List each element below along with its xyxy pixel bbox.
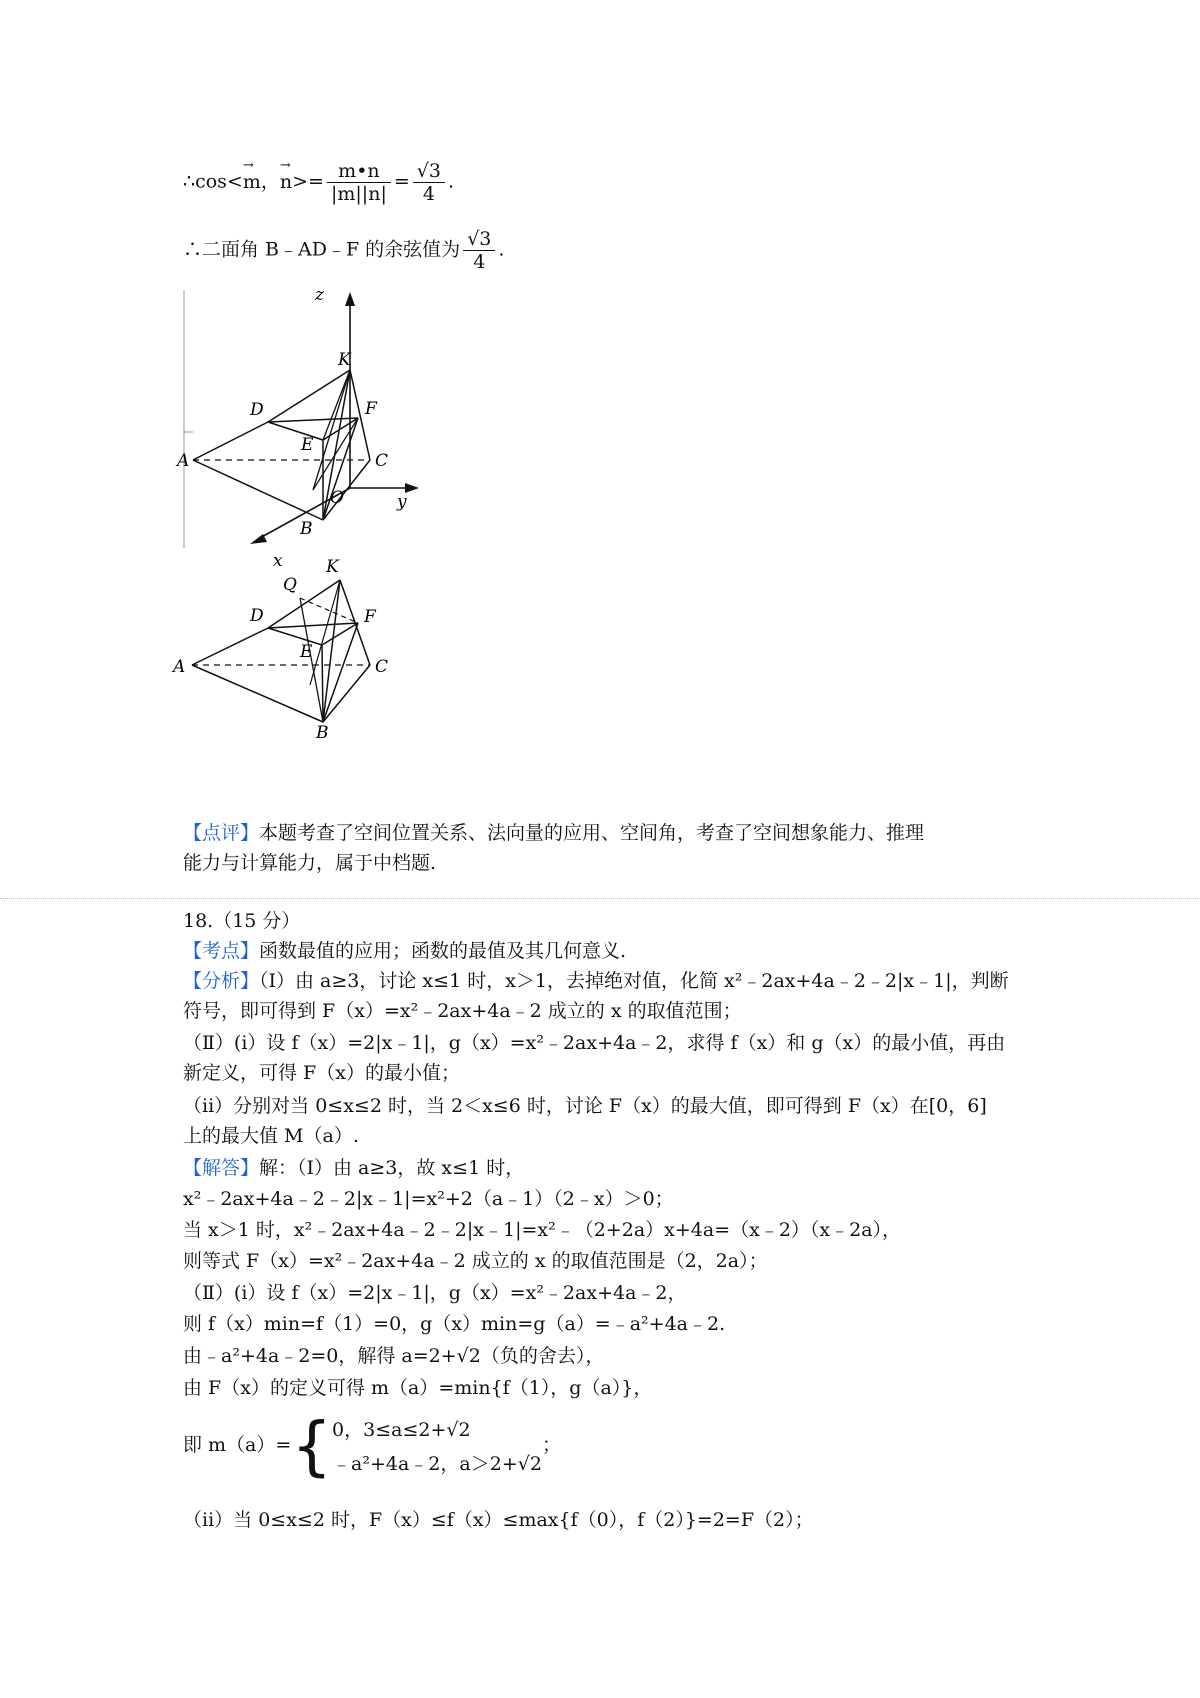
piecewise-brace: { [291,1410,333,1484]
cos-formula-line [183,160,454,205]
jieda-line-10 [183,1507,814,1533]
fig2-label-c: C [375,657,389,677]
dihedral-end: . [498,238,505,261]
page-separator [0,898,1200,899]
jieda-text-6: 则 f（x）min=f（1）=0，g（x）min=g（a）=﹣a²+4a﹣2. [183,1313,726,1335]
cos-prefix: ∴cos< [183,170,243,193]
cos-comma: ， [260,170,280,193]
jieda-text-10: （ii）当 0≤x≤2 时，F（x）≤f（x）≤max{f（0），f（2）}=2=F（2）； [183,1509,814,1531]
jieda-line-5 [183,1280,687,1306]
cos-numerator: m•n [327,160,391,183]
jieda-line-1 [183,1155,524,1181]
jieda-piecewise-prefix: 即 m（a）= [183,1434,292,1456]
dihedral-fraction [463,228,495,273]
vector-m: → m [243,163,261,195]
fig2-label-q: Q [283,575,297,595]
fenxi-text-3: （Ⅱ）(i）设 f（x）=2|x﹣1|，g（x）=x²﹣2ax+4a﹣2，求得 f（x）和 g（x）的最小值，再由 [183,1032,1006,1054]
piecewise-case-1: 0，3≤a≤2+√2 [332,1419,471,1441]
question-number: 18.（15 分） [183,910,301,932]
piecewise-function [291,1410,542,1484]
kaodian-tag: 【考点】 [183,940,260,962]
fig1-label-f: F [365,399,377,419]
fig1-label-e: E [301,435,314,455]
piecewise-line [183,1410,561,1484]
jieda-text-4: 则等式 F（x）=x²﹣2ax+4a﹣2 成立的 x 的取值范围是（2，2a）； [183,1250,768,1272]
fenxi-line-3 [183,1030,1005,1056]
figure-1-coordinate-diagram [177,285,443,575]
dihedral-line [183,228,504,273]
fig2-label-a: A [173,657,186,677]
dihedral-text: ∴二面角 B﹣AD﹣F 的余弦值为 [183,238,461,261]
fig2-label-d: D [250,606,264,626]
piecewise-cases [332,1413,542,1481]
fig1-label-y: y [397,492,407,512]
figure-2-diagram [170,557,430,790]
fig1-label-k: K [338,350,351,370]
comment-line-1 [183,820,924,846]
jieda-text-3: 当 x＞1 时，x²﹣2ax+4a﹣2﹣2|x﹣1|=x²﹣（2+2a）x+4a=（x﹣2）（x﹣2a）， [183,1219,902,1241]
fenxi-text-5: （ii）分别对当 0≤x≤2 时，当 2＜x≤6 时，讨论 F（x）的最大值，即可得到 F（x）在[0，6] [183,1095,987,1117]
fenxi-line-2 [183,998,742,1024]
fenxi-text-2: 符号，即可得到 F（x）=x²﹣2ax+4a﹣2 成立的 x 的取值范围； [183,1000,742,1022]
fenxi-line-6 [183,1123,359,1149]
fenxi-text-4: 新定义，可得 F（x）的最小值； [183,1062,460,1084]
dihedral-num: √3 [463,228,495,251]
jieda-line-8 [183,1375,652,1401]
fenxi-text-6: 上的最大值 M（a）. [183,1125,359,1147]
vector-n: → n [280,163,292,195]
jieda-text-7: 由﹣a²+4a﹣2=0，解得 a=2+√2（负的舍去）， [183,1345,605,1367]
comment-line-2 [183,850,436,876]
fig2-label-k: K [326,557,339,577]
fig2-label-f: F [364,607,376,627]
comment-text-2: 能力与计算能力，属于中档题. [183,852,437,874]
fig1-label-d: D [250,400,264,420]
fig1-label-a: A [177,451,190,471]
comment-text-1: 本题考查了空间位置关系、法向量的应用、空间角，考查了空间想象能力、推理 [259,822,925,844]
jieda-line-6 [183,1311,725,1337]
cos-value-den: 4 [422,183,435,205]
cos-denominator: |m||n| [330,183,387,205]
cos-value-fraction [413,160,445,205]
jieda-text-2: x²﹣2ax+4a﹣2﹣2|x﹣1|=x²+2（a﹣1）（2﹣x）＞0； [183,1188,674,1210]
kaodian-text: 函数最值的应用；函数的最值及其几何意义. [259,940,627,962]
jieda-text-5: （Ⅱ）(i）设 f（x）=2|x﹣1|，g（x）=x²﹣2ax+4a﹣2， [183,1282,687,1304]
kaodian-line [183,938,626,964]
fenxi-line-5 [183,1093,987,1119]
cos-gt: >= [292,170,324,193]
question-18-heading [183,908,300,934]
jieda-tag: 【解答】 [183,1157,260,1179]
dihedral-den: 4 [473,251,486,273]
jieda-line-7 [183,1343,604,1369]
jieda-text-1: 解：（Ⅰ）由 a≥3，故 x≤1 时， [259,1157,525,1179]
fig1-label-x: x [273,551,283,571]
cos-fraction [327,160,391,205]
fenxi-line-1 [183,968,1009,994]
jieda-line-3 [183,1217,901,1243]
fig1-label-z: z [315,285,324,305]
piecewise-case-2: ﹣a²+4a﹣2，a＞2+√2 [332,1453,542,1475]
fig2-label-e: E [300,642,313,662]
cos-value-num: √3 [413,160,445,183]
fig1-label-c: C [375,451,389,471]
jieda-line-2 [183,1186,674,1212]
fenxi-line-4 [183,1060,460,1086]
fig1-label-o: O [330,488,344,508]
cos-end: . [447,170,455,193]
jieda-text-8: 由 F（x）的定义可得 m（a）=min{f（1），g（a）}， [183,1377,653,1399]
fig1-label-b: B [300,519,313,539]
fenxi-text-1: （Ⅰ）由 a≥3，讨论 x≤1 时，x＞1，去掉绝对值，化简 x²﹣2ax+4a﹣2﹣2|x﹣1|，判断 [259,970,1009,992]
fig2-label-b: B [316,723,329,743]
jieda-line-4 [183,1248,768,1274]
comment-tag: 【点评】 [183,822,260,844]
fenxi-tag: 【分析】 [183,970,260,992]
jieda-piecewise-end: ； [541,1434,561,1456]
cos-eq2: = [393,170,410,193]
